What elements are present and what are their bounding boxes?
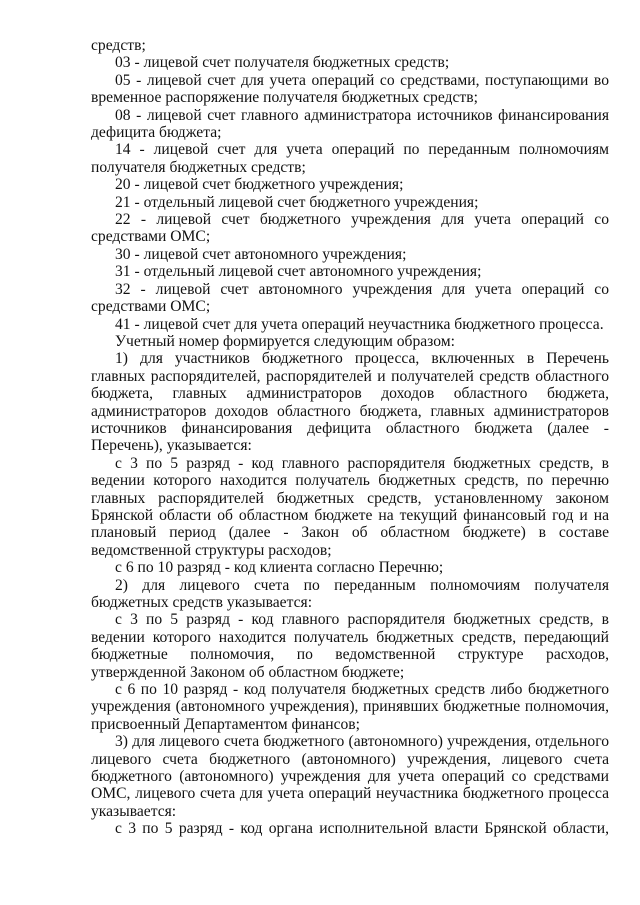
paragraph-code-21: 21 - отдельный лицевой счет бюджетного учреждения;	[115, 193, 479, 211]
paragraph-code-22: 22 - лицевой счет бюджетного учреждения для учета операций со средствами ОМС;	[91, 211, 609, 246]
paragraph-item-2: 2) для лицевого счета по переданным полномочиям получателя бюджетных средств указывается:	[91, 576, 609, 611]
paragraph-code-14: 14 - лицевой счет для учета операций по переданным полномочиям получателя бюджетных средств;	[91, 141, 609, 176]
paragraph-item-3: 3) для лицевого счета бюджетного (автономного) учреждения, отдельного лицевого счета бюджетного (автономного) учреждения, лицевого счета бюджетного (автономного) учреждения для учета операций со средствами ОМС, лицевого счета для учета операций неучастника бюджетного процесса указывается:	[91, 733, 609, 820]
paragraph-number-format: Учетный номер формируется следующим образом:	[115, 332, 455, 350]
paragraph-item-1-digits-3-5: с 3 по 5 разряд - код главного распорядителя бюджетных средств, в ведении которого находится получатель бюджетных средств, по перечню главных распорядителей бюджетных средств, установленному законом Брянской области об областном бюджете на текущий финансовый год и на плановый период (далее - Закон об областном бюджете) в составе ведомственной структуры расходов;	[91, 454, 609, 559]
paragraph-item-2-digits-6-10: с 6 по 10 разряд - код получателя бюджетных средств либо бюджетного учреждения (автономного учреждения), принявших бюджетные полномочия, присвоенный Департаментом финансов;	[91, 681, 609, 733]
paragraph-code-31: 31 - отдельный лицевой счет автономного учреждения;	[115, 263, 482, 281]
paragraph-item-1-digits-6-10: с 6 по 10 разряд - код клиента согласно Перечню;	[115, 559, 444, 577]
paragraph-code-30: 30 - лицевой счет автономного учреждения;	[115, 245, 407, 263]
paragraph-code-05: 05 - лицевой счет для учета операций со средствами, поступающими во временное распоряжение получателя бюджетных средств;	[91, 71, 609, 107]
paragraph-code-20: 20 - лицевой счет бюджетного учреждения;	[115, 176, 404, 194]
paragraph-item-3-digits-3-5: с 3 по 5 разряд - код органа исполнительной власти Брянской области,	[115, 820, 609, 838]
paragraph-continuation: средств;	[91, 37, 146, 54]
document-body	[91, 37, 609, 838]
paragraph-item-2-digits-3-5: с 3 по 5 разряд - код главного распорядителя бюджетных средств, в ведении которого находится получатель бюджетных средств, передающий бюджетные полномочия, по ведомственной структуре расходов, утвержденной Законом об областном бюджете;	[91, 611, 609, 681]
paragraph-code-41: 41 - лицевой счет для учета операций неучастника бюджетного процесса.	[115, 315, 604, 333]
paragraph-code-32: 32 - лицевой счет автономного учреждения для учета операций со средствами ОМС;	[91, 280, 609, 316]
paragraph-item-1: 1) для участников бюджетного процесса, включенных в Перечень главных распорядителей, распорядителей и получателей средств областного бюджета, главных администраторов доходов областного бюджета, администраторов доходов областного бюджета, главных администраторов источников финансирования дефицита областного бюджета (далее - Перечень), указывается:	[91, 350, 609, 455]
paragraph-code-03: 03 - лицевой счет получателя бюджетных средств;	[115, 54, 450, 72]
paragraph-code-08: 08 - лицевой счет главного администратора источников финансирования дефицита бюджета;	[91, 106, 609, 142]
